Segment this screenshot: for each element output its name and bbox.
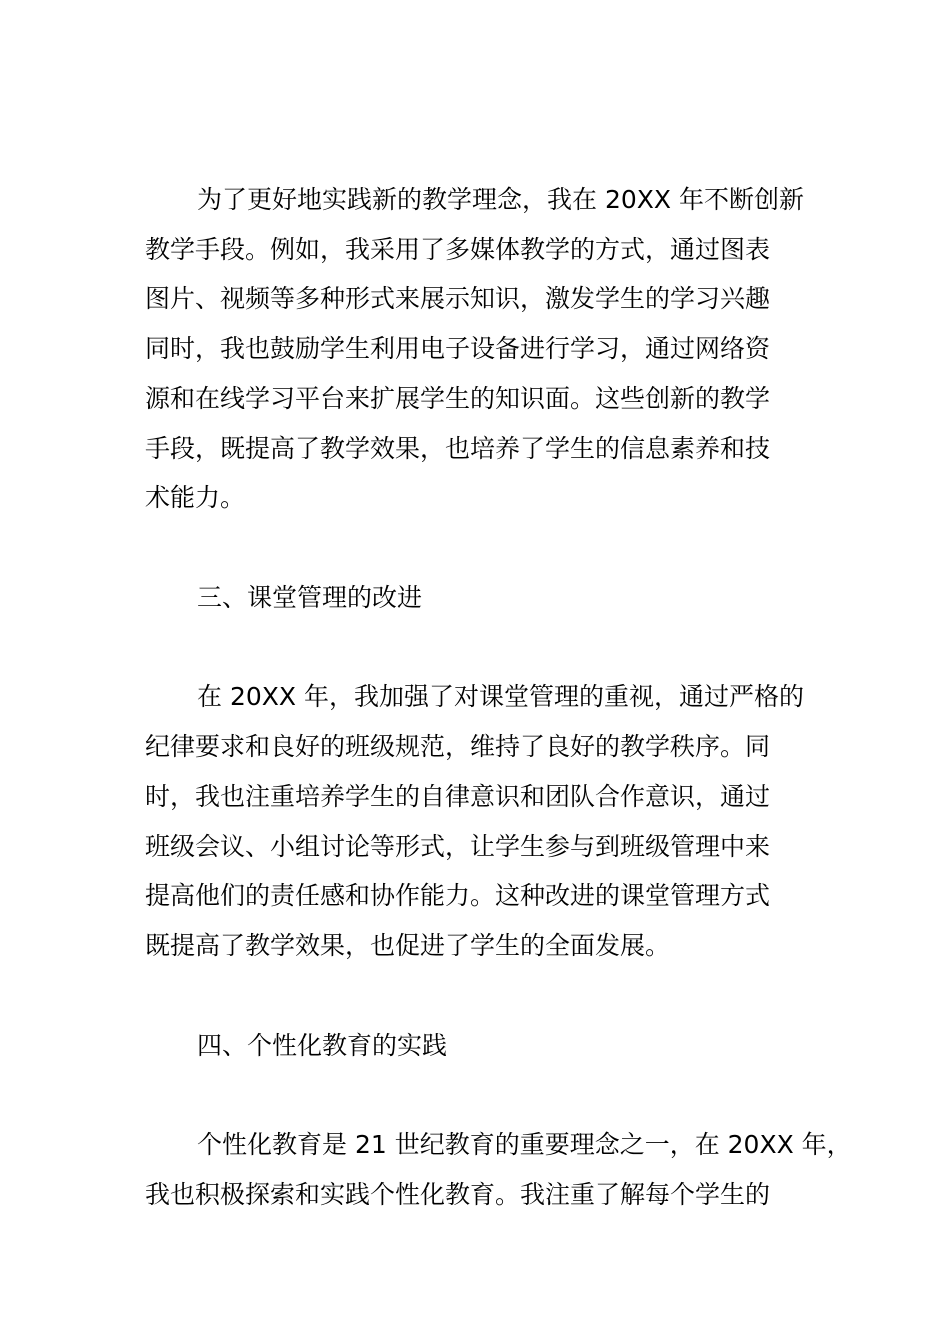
text-line: 同时，我也鼓励学生利用电子设备进行学习，通过网络资 <box>145 334 771 363</box>
text-line: 图片、视频等多种形式来展示知识，激发学生的学习兴趣 <box>145 284 771 313</box>
text-line: 提高他们的责任感和协作能力。这种改进的课堂管理方式 <box>145 881 771 910</box>
text-line: 时，我也注重培养学生的自律意识和团队合作意识，通过 <box>145 782 771 811</box>
text-line: 我也积极探索和实践个性化教育。我注重了解每个学生的 <box>145 1180 771 1209</box>
section-heading-personalized-education: 四、个性化教育的实践 <box>197 1031 448 1060</box>
text-line: 班级会议、小组讨论等形式，让学生参与到班级管理中来 <box>145 832 771 861</box>
section-heading-classroom-management: 三、课堂管理的改进 <box>197 583 423 612</box>
text-line: 术能力。 <box>145 483 246 512</box>
text-line: 教学手段。例如，我采用了多媒体教学的方式，通过图表 <box>145 235 771 264</box>
text-line: 手段，既提高了教学效果，也培养了学生的信息素养和技 <box>145 434 771 463</box>
text-line: 为了更好地实践新的教学理念，我在 20XX 年不断创新 <box>197 185 804 214</box>
text-line: 个性化教育是 21 世纪教育的重要理念之一，在 20XX 年， <box>197 1130 852 1159</box>
text-line: 既提高了教学效果，也促进了学生的全面发展。 <box>145 931 671 960</box>
text-line: 在 20XX 年，我加强了对课堂管理的重视，通过严格的 <box>197 682 804 711</box>
text-line: 源和在线学习平台来扩展学生的知识面。这些创新的教学 <box>145 384 771 413</box>
text-line: 纪律要求和良好的班级规范，维持了良好的教学秩序。同 <box>145 732 771 761</box>
